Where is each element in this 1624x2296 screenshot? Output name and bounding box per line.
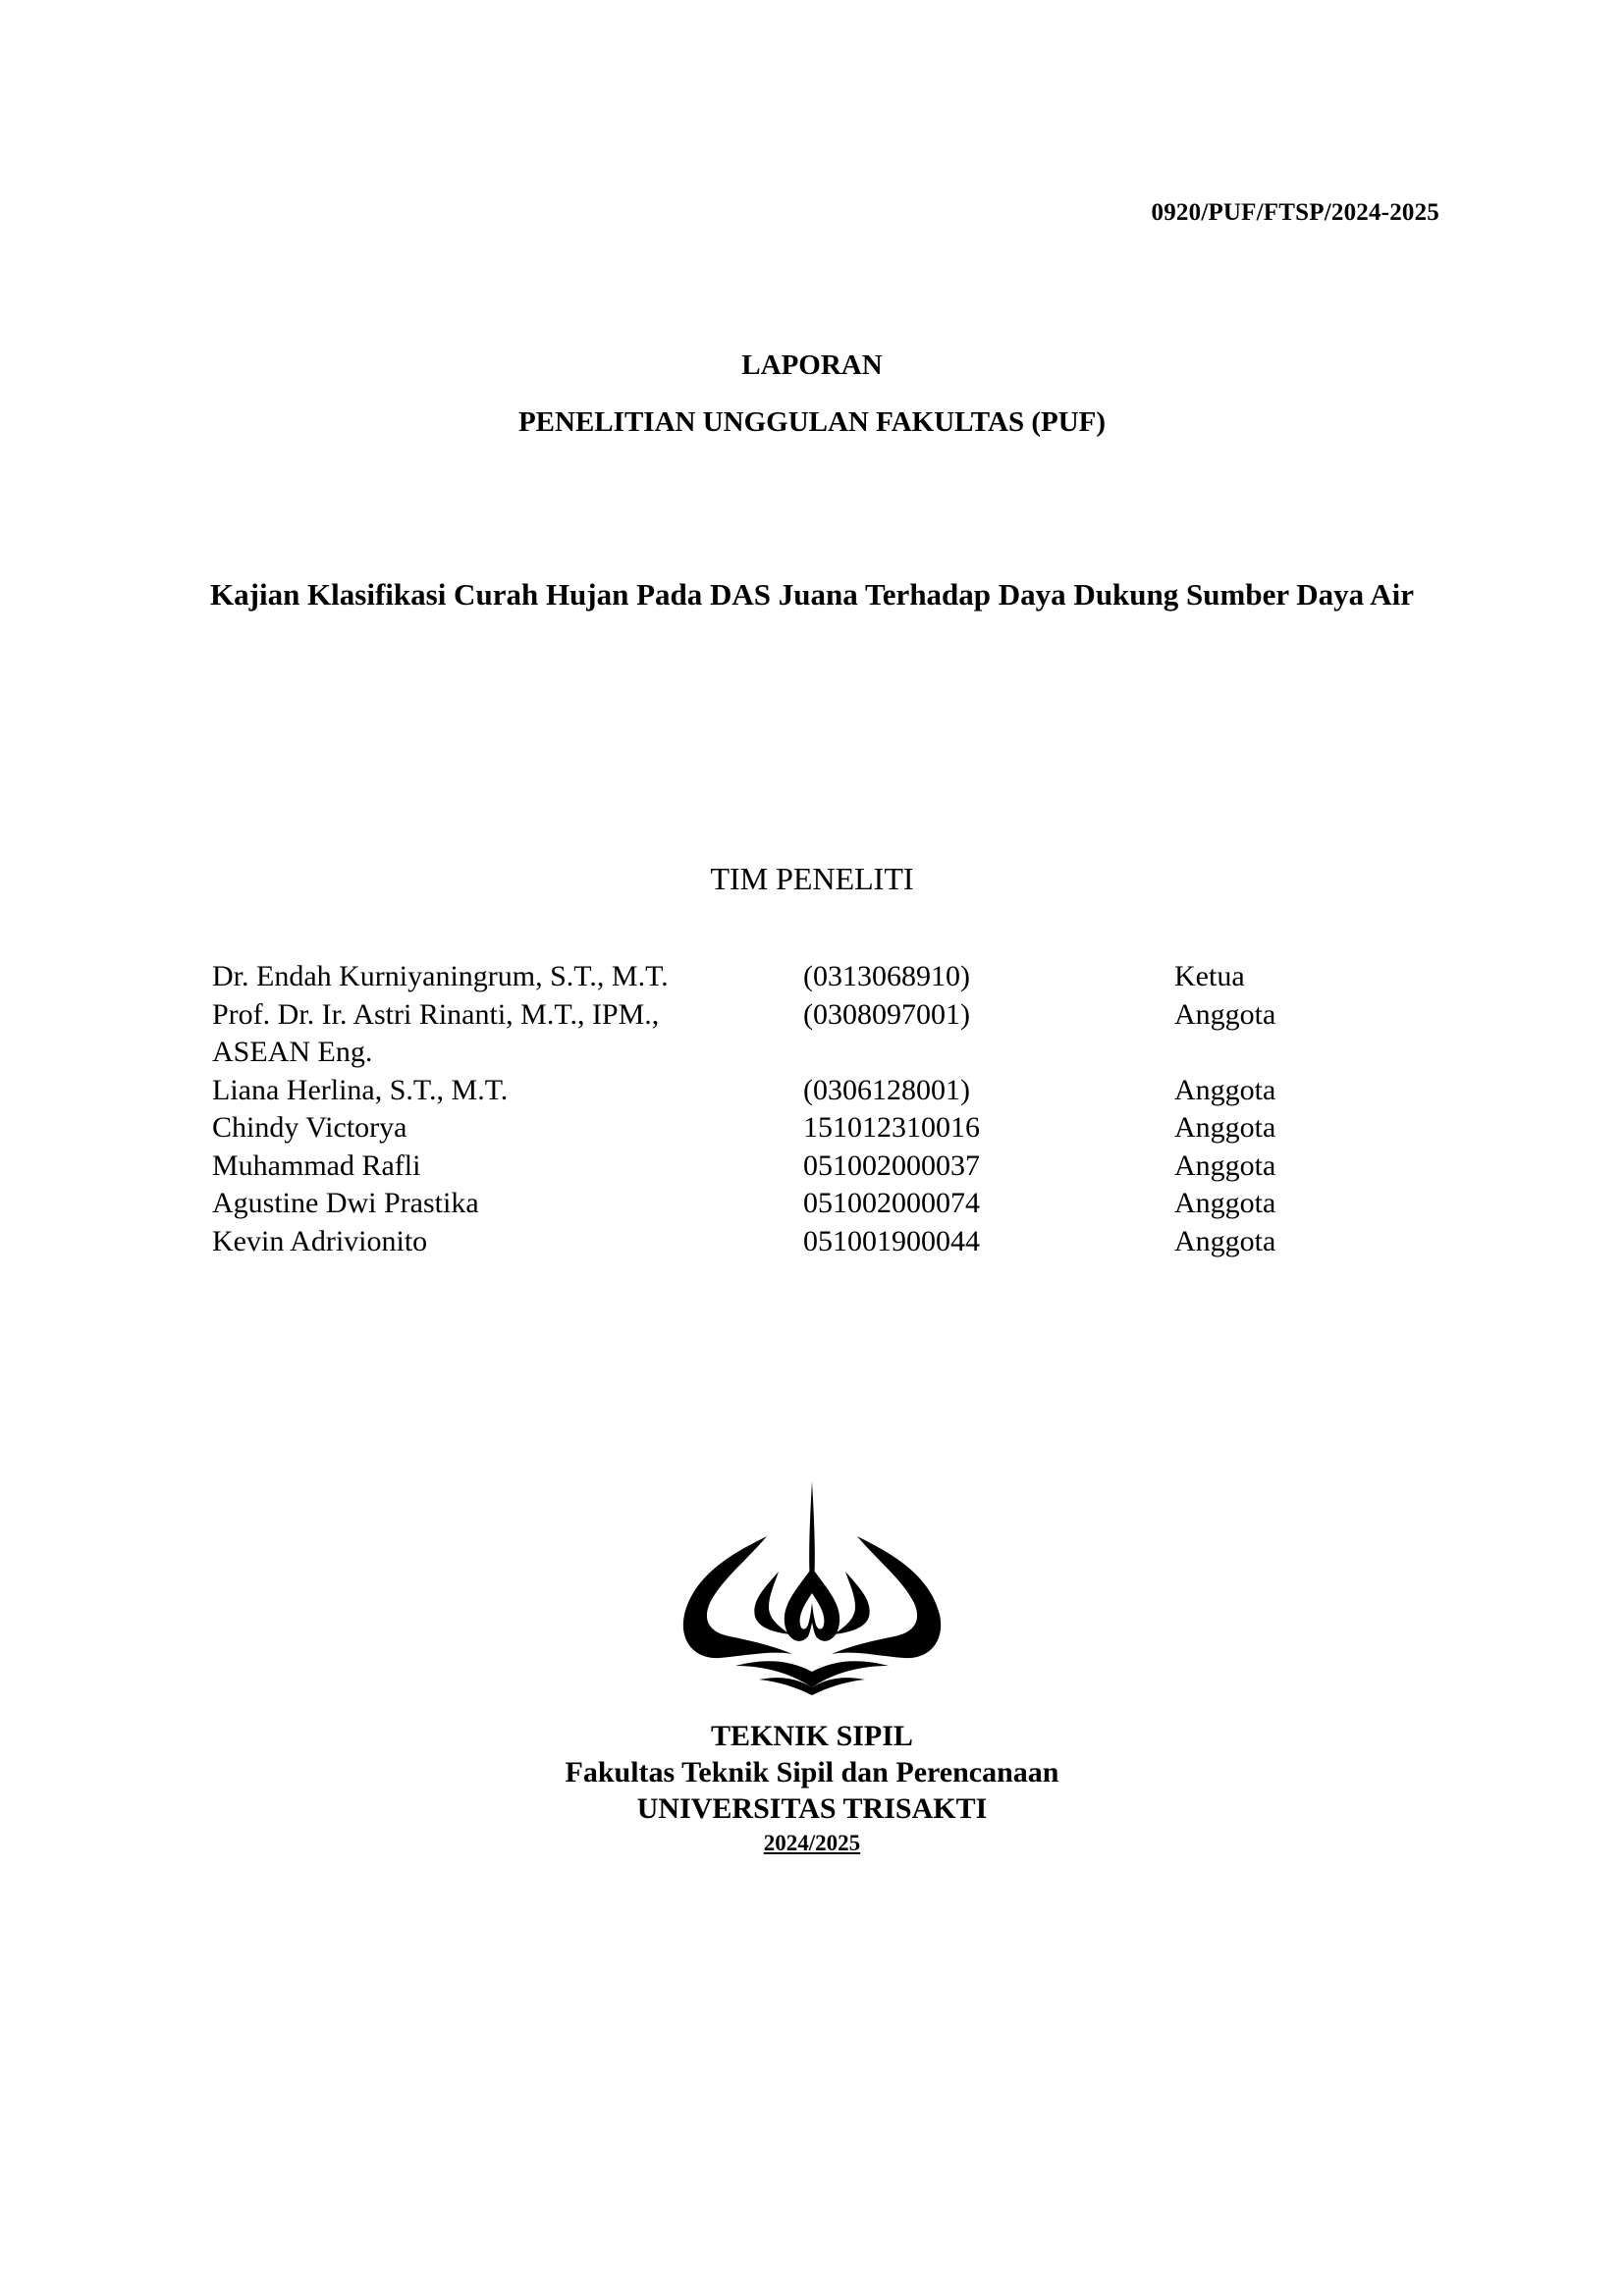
faculty-name: Fakultas Teknik Sipil dan Perencanaan — [565, 1756, 1059, 1789]
member-id: 151012310016 — [803, 1111, 980, 1144]
team-row — [212, 1223, 1390, 1261]
member-name: Prof. Dr. Ir. Astri Rinanti, M.T., IPM., ASEAN Eng. — [212, 997, 660, 1068]
team-row — [212, 996, 1390, 1072]
member-role: Anggota — [1174, 1148, 1276, 1182]
team-row — [212, 1185, 1390, 1223]
member-id: 051001900044 — [803, 1224, 980, 1257]
member-name: Liana Herlina, S.T., M.T. — [212, 1073, 509, 1106]
member-id: 051002000074 — [803, 1187, 980, 1219]
member-id: (0306128001) — [803, 1073, 970, 1106]
team-row — [212, 1109, 1390, 1148]
report-label: LAPORAN — [741, 349, 883, 381]
team-row — [212, 1072, 1390, 1110]
member-role: Anggota — [1174, 1073, 1276, 1106]
member-id: (0313068910) — [803, 960, 970, 992]
trisakti-university-emblem-icon — [677, 1477, 947, 1695]
department-name: TEKNIK SIPIL — [711, 1720, 913, 1752]
member-role: Anggota — [1174, 1111, 1276, 1144]
member-name: Dr. Endah Kurniyaningrum, S.T., M.T. — [212, 960, 669, 992]
team-row — [212, 958, 1390, 996]
document-number: 0920/PUF/FTSP/2024-2025 — [1151, 199, 1439, 226]
member-role: Anggota — [1174, 1187, 1276, 1219]
team-heading: TIM PENELITI — [710, 861, 914, 896]
program-title: PENELITIAN UNGGULAN FAKULTAS (PUF) — [517, 406, 1107, 438]
university-name: UNIVERSITAS TRISAKTI — [636, 1792, 988, 1825]
member-id: 051002000037 — [803, 1148, 980, 1182]
team-table — [212, 958, 1390, 1260]
member-name: Kevin Adrivionito — [212, 1224, 428, 1257]
academic-year: 2024/2025 — [763, 1831, 861, 1855]
member-name: Muhammad Rafli — [212, 1148, 421, 1182]
member-name: Agustine Dwi Prastika — [212, 1187, 479, 1219]
member-role: Anggota — [1174, 1224, 1276, 1257]
member-role: Anggota — [1174, 997, 1276, 1031]
research-title: Kajian Klasifikasi Curah Hujan Pada DAS Juana Terhadap Daya Dukung Sumber Daya Air — [210, 577, 1414, 612]
member-role: Ketua — [1174, 960, 1245, 992]
member-name: Chindy Victorya — [212, 1111, 407, 1144]
team-row — [212, 1148, 1390, 1186]
member-id: (0308097001) — [803, 997, 970, 1031]
